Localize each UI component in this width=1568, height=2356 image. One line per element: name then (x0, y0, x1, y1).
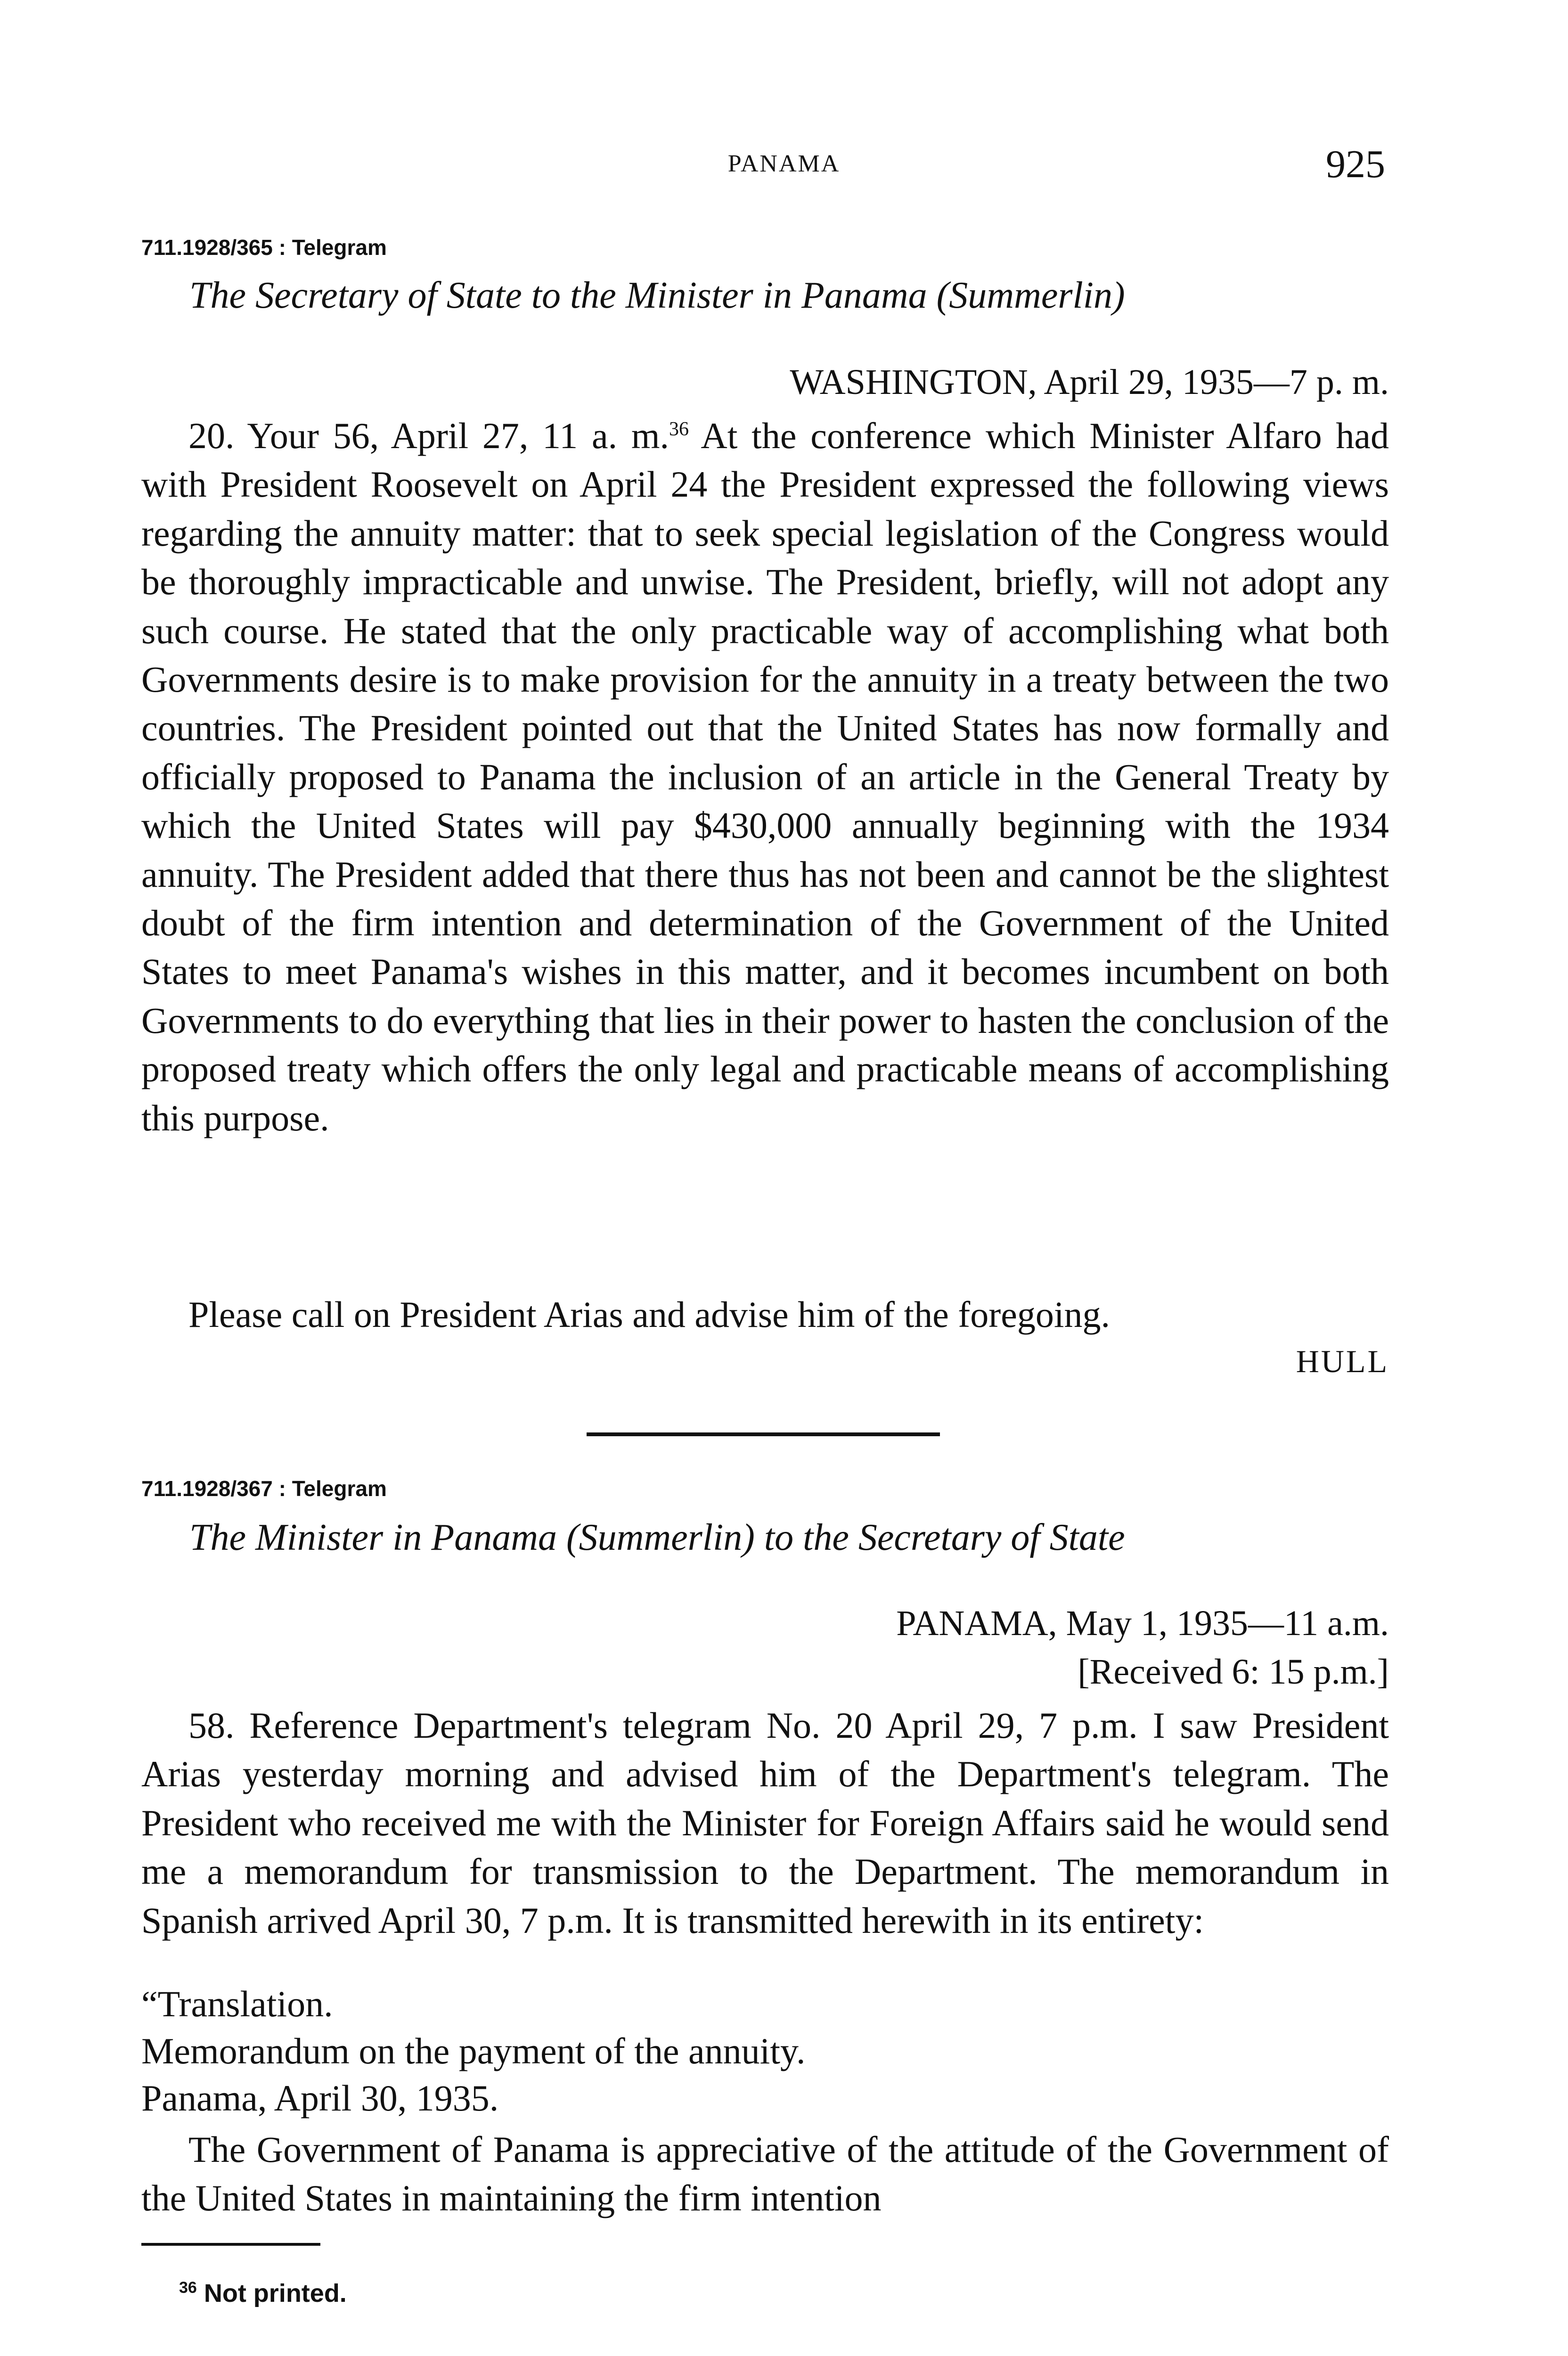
telegram-opening: 20. Your 56, April 27, 11 a. m. (188, 415, 669, 456)
footnote-text: Not printed. (204, 2279, 347, 2307)
closing-paragraph: Please call on President Arias and advise him of the foregoing. (188, 1294, 1111, 1335)
telegram-text: At the conference which Minister Alfaro had with President Roosevelt on April 24 the President expressed the following views regarding the annuity matter: that to seek special legislation of the Congress would be thoroughly impracticable and unwise. The President, briefly, will not adopt any such course. He stated that the only practicable way of accomplishing what both Governments desire is to make provision for the annuity in a treaty between the two countries. The President pointed out that the United States has now formally and officially proposed to Panama the inclusion of an article in the General Treaty by which the United States will pay $430,000 annually beginning with the 1934 annuity. The President added that there thus has not been and cannot be the slightest doubt of the firm intention and determination of the Government of the United States to meet Panama's wishes in this matter, and it becomes incumbent on both Governments to do everything that lies in their power to hasten the conclusion of the proposed treaty which offers the only legal and practicable means of accomplishing this purpose. (141, 415, 1389, 1138)
dateline: WASHINGTON, April 29, 1935—7 p. m. (790, 362, 1389, 402)
telegram-body (141, 411, 1389, 1142)
quote-date: Panama, April 30, 1935. (141, 2078, 499, 2119)
document-heading: The Minister in Panama (Summerlin) to the Secretary of State (189, 1517, 1125, 1558)
dateline: PANAMA, May 1, 1935—11 a.m. (896, 1603, 1389, 1643)
footnote-divider (141, 2243, 320, 2246)
document-heading: The Secretary of State to the Minister in Panama (Summerlin) (189, 275, 1125, 316)
quote-subject: Memorandum on the payment of the annuity. (141, 2030, 806, 2071)
page-number: 925 (1326, 142, 1385, 186)
footnote-number: 36 (179, 2279, 197, 2297)
section-divider (587, 1432, 940, 1436)
running-head: PANAMA (727, 150, 841, 177)
telegram-body: 58. Reference Department's telegram No. 20 April 29, 7 p.m. I saw President Arias yesterday morning and advised him of the Department's telegram. The President who received me with the Minister for Foreign Affairs said he would send me a memorandum for transmission to the Department. The memorandum in Spanish arrived April 30, 7 p.m. It is transmitted herewith in its entirety: (141, 1705, 1389, 1941)
signature: HULL (1296, 1343, 1389, 1379)
document-reference: 711.1928/365 : Telegram (141, 235, 387, 260)
footnote (179, 2279, 347, 2308)
footnote-reference: 36 (669, 418, 689, 440)
quote-title: “Translation. (141, 1983, 333, 2024)
received-line: [Received 6: 15 p.m.] (1078, 1652, 1389, 1692)
document-reference: 711.1928/367 : Telegram (141, 1476, 387, 1501)
quoted-memorandum: The Government of Panama is appreciative of the attitude of the Government of the United States in maintaining the firm intention (141, 2129, 1389, 2219)
